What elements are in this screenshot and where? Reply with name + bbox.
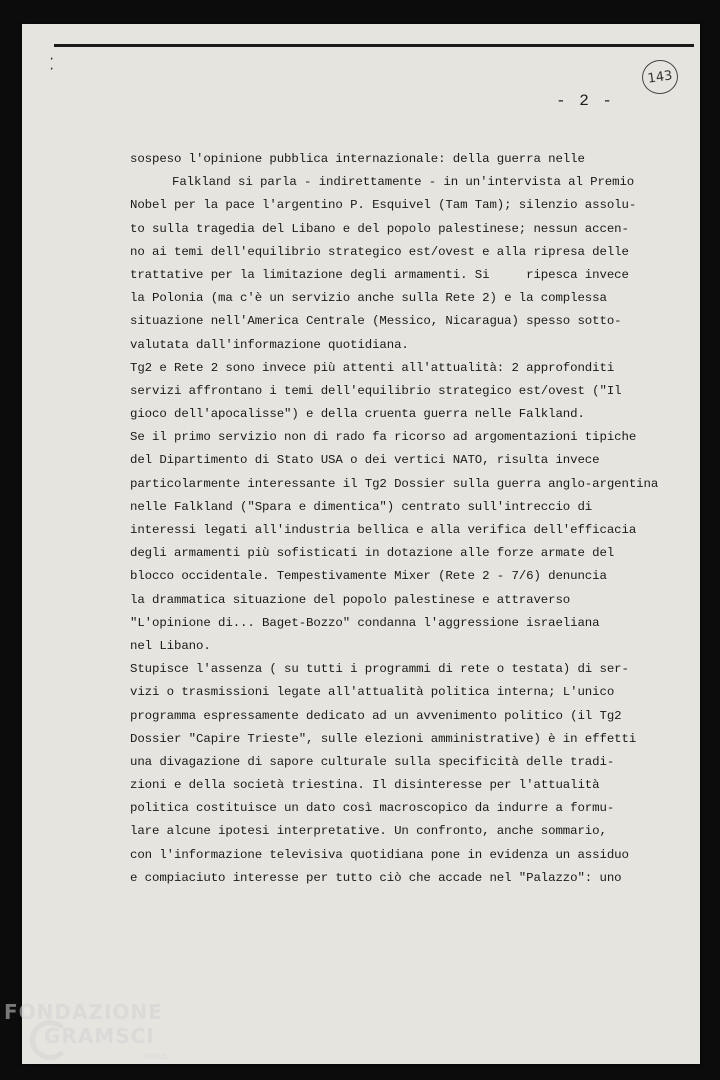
text-line: degli armamenti più sofisticati in dotazione alle forze armate del bbox=[130, 546, 615, 561]
top-rule bbox=[54, 44, 694, 47]
text-line: valutata dall'informazione quotidiana. bbox=[130, 337, 409, 352]
text-line: lare alcune ipotesi interpretative. Un confronto, anche sommario, bbox=[130, 824, 607, 839]
text-line: politica costituisce un dato così macroscopico da indurre a formu- bbox=[130, 801, 615, 816]
text-line: con l'informazione televisiva quotidiana pone in evidenza un assiduo bbox=[130, 847, 629, 862]
typed-text-body bbox=[130, 148, 660, 890]
text-line: nelle Falkland ("Spara e dimentica") centrato sull'intreccio di bbox=[130, 499, 593, 514]
text-line: servizi affrontano i temi dell'equilibrio strategico est/ovest ("Il bbox=[130, 383, 622, 398]
text-line: Dossier "Capire Trieste", sulle elezioni amministrative) è in effetti bbox=[130, 731, 637, 746]
text-line: programma espressamente dedicato ad un avvenimento politico (il Tg2 bbox=[130, 708, 622, 723]
watermark-line-1: FONDAZIONE bbox=[4, 1000, 163, 1024]
text-line: gioco dell'apocalisse") e della cruenta guerra nelle Falkland. bbox=[130, 407, 585, 422]
text-line: nel Libano. bbox=[130, 638, 211, 653]
text-line: una divagazione di sapore culturale sulla specificità delle tradi- bbox=[130, 754, 615, 769]
text-line: Falkland si parla - indirettamente - in un'intervista al Premio bbox=[172, 175, 635, 190]
text-line: blocco occidentale. Tempestivamente Mixer (Rete 2 - 7/6) denuncia bbox=[130, 569, 607, 584]
text-line: interessi legati all'industria bellica e alla verifica dell'efficacia bbox=[130, 523, 637, 537]
text-line: Nobel per la pace l'argentino P. Esquivel (Tam Tam); silenzio assolu- bbox=[130, 198, 637, 213]
text-line: to sulla tragedia del Libano e del popolo palestinese; nessun accen- bbox=[130, 221, 629, 236]
text-line: Tg2 e Rete 2 sono invece più attenti all'attualità: 2 approfonditi bbox=[130, 360, 615, 375]
text-line: zioni e della società triestina. Il disinteresse per l'attualità bbox=[130, 778, 600, 793]
text-line: trattative per la limitazione degli armamenti. Si ripesca invece bbox=[130, 267, 629, 282]
text-line: la Polonia (ma c'è un servizio anche sulla Rete 2) e la complessa bbox=[130, 291, 607, 306]
page-number: - 2 - bbox=[556, 92, 615, 110]
text-line: situazione nell'America Centrale (Messico, Nicaragua) spesso sotto- bbox=[130, 314, 622, 329]
text-line: "L'opinione di... Baget-Bozzo" condanna l'aggressione israeliana bbox=[130, 615, 600, 630]
text-line: del Dipartimento di Stato USA o dei vertici NATO, risulta invece bbox=[130, 453, 600, 468]
text-line: Stupisce l'assenza ( su tutti i programmi di rete o testata) di ser- bbox=[130, 662, 629, 677]
text-line: sospeso l'opinione pubblica internazionale: della guerra nelle bbox=[130, 152, 585, 166]
text-line: particolarmente interessante il Tg2 Dossier sulla guerra anglo-argentina bbox=[130, 476, 659, 491]
text-line: Se il primo servizio non di rado fa ricorso ad argomentazioni tipiche bbox=[130, 430, 637, 445]
watermark-suffix: onlus bbox=[144, 1052, 169, 1062]
text-line: no ai temi dell'equilibrio strategico est/ovest e alla ripresa delle bbox=[130, 244, 629, 259]
document-page bbox=[22, 24, 700, 1064]
text-line: vizi o trasmissioni legate all'attualità politica interna; L'unico bbox=[130, 685, 615, 700]
fondazione-gramsci-watermark bbox=[4, 1000, 169, 1062]
folio-stamp: 143 bbox=[640, 58, 680, 97]
corner-marks: · · bbox=[48, 52, 56, 76]
watermark-line-2: GRAMSCI bbox=[44, 1024, 155, 1048]
text-line: la drammatica situazione del popolo palestinese e attraverso bbox=[130, 592, 571, 607]
text-line: e compiaciuto interesse per tutto ciò che accade nel "Palazzo": uno bbox=[130, 870, 622, 885]
